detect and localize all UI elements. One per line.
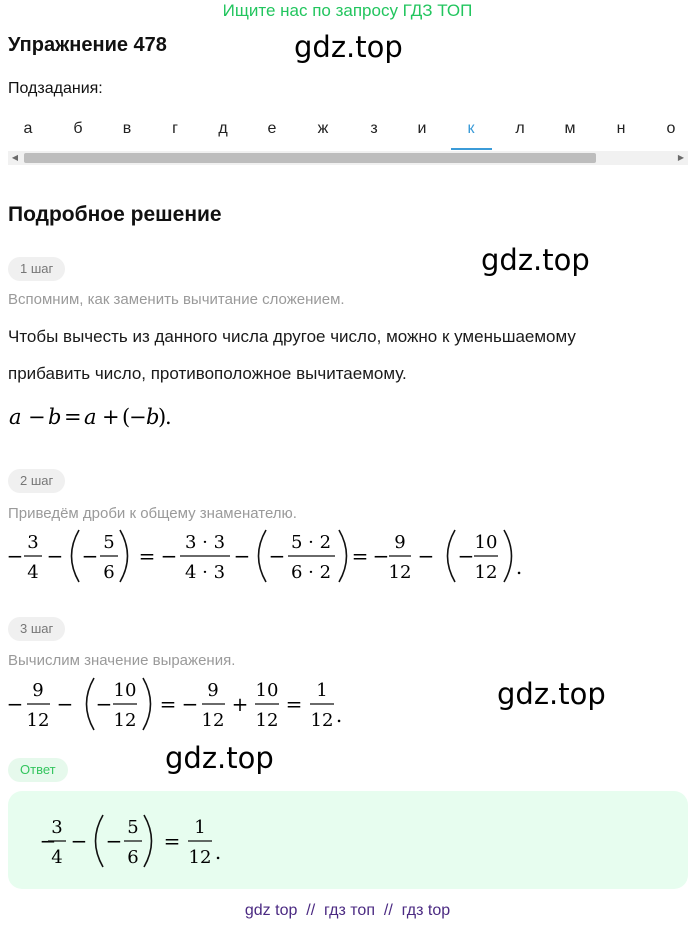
numerator: 10 (113, 680, 137, 701)
numerator: 1 (316, 680, 328, 701)
denominator: 12 (26, 710, 50, 731)
minus-sign: − (39, 829, 57, 853)
numerator: 10 (255, 680, 279, 701)
denominator: 12 (388, 562, 412, 583)
var-a: a (9, 405, 22, 429)
paren-left (448, 530, 456, 582)
formula-step3 (0, 672, 360, 736)
subtask-tab-o[interactable]: о (666, 120, 676, 137)
equals-sign: = (285, 692, 303, 716)
watermark: gdz.top (481, 243, 590, 277)
subtask-tab-z[interactable]: з (370, 120, 378, 137)
numerator: 10 (474, 532, 498, 553)
var-b: b (48, 405, 62, 429)
period: . (214, 840, 222, 864)
denominator: 12 (113, 710, 137, 731)
var-a: a (84, 405, 97, 429)
denominator: 6 (127, 847, 139, 868)
page-title: Упражнение 478 (8, 34, 167, 56)
paren-right (504, 530, 512, 582)
minus-sign: − (160, 544, 178, 568)
subtask-tab-k[interactable]: к (467, 120, 475, 137)
numerator: 3 · 3 (184, 532, 226, 553)
paren-left (87, 678, 95, 730)
subtask-tab-g[interactable]: г (172, 120, 178, 137)
paren-left (72, 530, 80, 582)
numerator: 5 (127, 817, 139, 838)
minus-sign: − (56, 692, 74, 716)
equals-sign: = (64, 405, 82, 429)
subtask-tab-b[interactable]: б (73, 120, 83, 137)
equals-sign: = (138, 544, 156, 568)
subtask-tab-zh[interactable]: ж (317, 120, 329, 137)
equals-sign: = (159, 692, 177, 716)
paren-right (143, 678, 151, 730)
minus-sign: − (105, 829, 123, 853)
equals-sign: = (351, 544, 369, 568)
paren-left (96, 815, 104, 867)
subtask-tab-d[interactable]: д (218, 120, 228, 137)
step-hint: Приведём дроби к общему знаменателю. (8, 505, 297, 522)
numerator: 9 (394, 532, 406, 553)
scroll-right-icon[interactable]: ▶ (677, 153, 685, 162)
numerator: 9 (207, 680, 219, 701)
plus-sign: + (102, 405, 120, 429)
step-hint: Вспомним, как заменить вычитание сложением. (8, 291, 345, 308)
minus-sign: − (129, 405, 147, 429)
subtask-tab-e[interactable]: е (267, 120, 277, 137)
subtask-tab-l[interactable]: л (515, 120, 525, 137)
minus-sign: − (457, 544, 475, 568)
formula-rule (0, 398, 240, 438)
paren: ) (158, 405, 167, 429)
minus-sign: − (233, 544, 251, 568)
step-text: Чтобы вычесть из данного числа другое число, можно к уменьшаемому (8, 327, 576, 346)
active-tab-underline (451, 148, 492, 150)
minus-sign: − (6, 692, 24, 716)
formula-answer (8, 809, 248, 873)
denominator: 4 (27, 562, 39, 583)
subtasks-label: Подзадания: (8, 80, 103, 97)
minus-sign: − (181, 692, 199, 716)
denominator: 12 (188, 847, 212, 868)
subtask-tab-v[interactable]: в (122, 120, 132, 137)
denominator: 4 · 3 (184, 562, 226, 583)
period: . (515, 555, 523, 579)
watermark: gdz.top (497, 677, 606, 711)
numerator: 5 · 2 (290, 532, 332, 553)
answer-badge: Ответ (8, 758, 68, 782)
top-banner[interactable]: Ищите нас по запросу ГДЗ ТОП (222, 1, 473, 20)
step-badge: 1 шаг (8, 257, 65, 281)
minus-sign: − (28, 405, 46, 429)
footer-links[interactable]: gdz top // гдз топ // гдз top (244, 902, 451, 919)
subtask-tab-a[interactable]: а (23, 120, 33, 137)
scroll-left-icon[interactable]: ◀ (11, 153, 19, 162)
step-badge: 3 шаг (8, 617, 65, 641)
minus-sign: − (46, 544, 64, 568)
step-badge: 2 шаг (8, 469, 65, 493)
numerator: 5 (103, 532, 115, 553)
subtask-tab-n[interactable]: н (616, 120, 626, 137)
minus-sign: − (372, 544, 390, 568)
paren-left (259, 530, 267, 582)
step-text: прибавить число, противоположное вычитаемому. (8, 364, 407, 383)
paren-right (339, 530, 347, 582)
denominator: 4 (51, 847, 63, 868)
paren: ( (122, 405, 131, 429)
horizontal-scrollbar[interactable] (8, 151, 688, 165)
numerator: 3 (51, 817, 63, 838)
period: . (165, 405, 172, 429)
period: . (335, 703, 343, 727)
minus-sign: − (95, 692, 113, 716)
numerator: 1 (194, 817, 206, 838)
numerator: 3 (27, 532, 39, 553)
denominator: 12 (474, 562, 498, 583)
section-title: Подробное решение (8, 203, 222, 226)
numerator: 9 (32, 680, 44, 701)
minus-sign: − (268, 544, 286, 568)
denominator: 12 (255, 710, 279, 731)
denominator: 12 (310, 710, 334, 731)
step-hint: Вычислим значение выражения. (8, 652, 236, 669)
answer-box (8, 791, 688, 889)
watermark: gdz.top (165, 741, 274, 775)
denominator: 12 (201, 710, 225, 731)
minus-sign: − (6, 544, 24, 568)
scrollbar-thumb[interactable] (24, 153, 596, 163)
plus-sign: + (231, 692, 249, 716)
minus-sign: − (81, 544, 99, 568)
denominator: 6 · 2 (290, 562, 332, 583)
watermark: gdz.top (294, 30, 403, 64)
subtask-tab-m[interactable]: м (564, 120, 576, 137)
subtask-tab-i[interactable]: и (417, 120, 427, 137)
subtask-tabs (0, 118, 695, 150)
denominator: 6 (103, 562, 115, 583)
minus-sign: − (70, 829, 88, 853)
equals-sign: = (163, 829, 181, 853)
paren-right (144, 815, 152, 867)
formula-step2 (0, 524, 560, 588)
minus-sign: − (417, 544, 435, 568)
var-b: b (146, 405, 160, 429)
paren-right (120, 530, 128, 582)
